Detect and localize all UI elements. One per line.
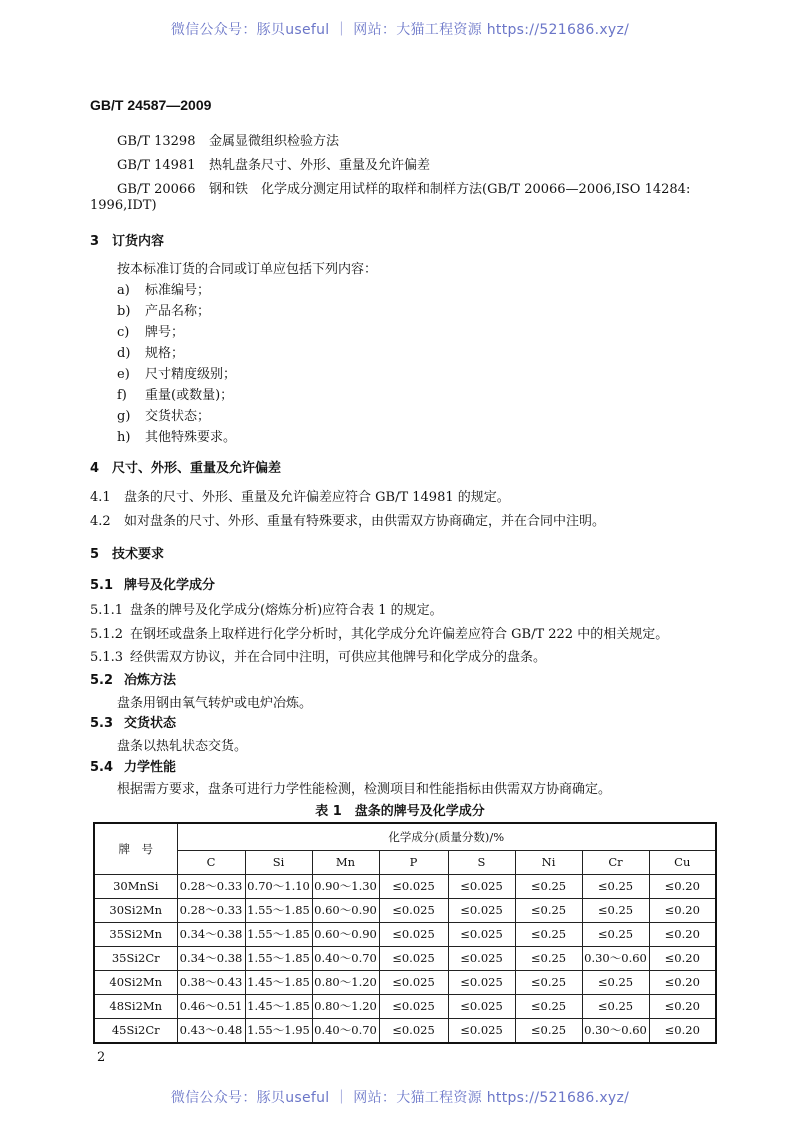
table-cell: 0.90～1.30 xyxy=(312,874,379,898)
reference-item xyxy=(117,134,339,150)
table-cell: ≤0.025 xyxy=(448,970,515,994)
table-row xyxy=(94,946,716,970)
clause-text: 盘条的尺寸、外形、重量及允许偏差应符合 GB/T 14981 的规定。 xyxy=(124,490,510,505)
reference-item xyxy=(117,182,690,198)
column-header: Si xyxy=(245,850,312,874)
grade-cell: 35Si2Mn xyxy=(94,922,177,946)
list-text: 尺寸精度级别； xyxy=(145,367,237,382)
list-item xyxy=(117,430,236,446)
list-marker: e) xyxy=(117,367,130,382)
table-cell: ≤0.025 xyxy=(448,874,515,898)
grade-cell: 35Si2Cr xyxy=(94,946,177,970)
list-item xyxy=(117,325,184,341)
paragraph: 根据需方要求，盘条可进行力学性能检测，检测项目和性能指标由供需双方协商确定。 xyxy=(117,782,612,797)
table-cell: ≤0.25 xyxy=(515,970,582,994)
paragraph: 按本标准订货的合同或订单应包括下列内容： xyxy=(117,262,378,277)
column-header: P xyxy=(379,850,448,874)
table-cell: ≤0.025 xyxy=(379,898,448,922)
table-cell: ≤0.20 xyxy=(649,994,716,1018)
table-cell: ≤0.20 xyxy=(649,874,716,898)
table-cell: ≤0.25 xyxy=(515,946,582,970)
table-cell: ≤0.20 xyxy=(649,946,716,970)
table-cell: 0.30～0.60 xyxy=(582,1018,649,1043)
table-cell: 1.55～1.95 xyxy=(245,1018,312,1043)
list-marker: f) xyxy=(117,388,127,403)
section-heading: 4 尺寸、外形、重量及允许偏差 xyxy=(90,461,282,476)
table-row xyxy=(94,898,716,922)
list-marker: h) xyxy=(117,430,131,445)
table-cell: 0.80～1.20 xyxy=(312,970,379,994)
grade-cell: 30Si2Mn xyxy=(94,898,177,922)
grade-cell: 40Si2Mn xyxy=(94,970,177,994)
list-text: 交货状态； xyxy=(145,409,211,424)
table-cell: ≤0.025 xyxy=(379,970,448,994)
list-text: 其他特殊要求。 xyxy=(145,430,237,445)
column-header: C xyxy=(177,850,245,874)
reference-continuation: 1996,IDT) xyxy=(90,198,157,213)
list-item xyxy=(117,367,236,383)
clause xyxy=(90,490,510,506)
subsection-heading xyxy=(90,760,176,776)
list-item xyxy=(117,304,210,320)
clause-title: 牌号及化学成分 xyxy=(124,578,216,593)
clause-number: 5.3 xyxy=(90,716,114,731)
paragraph: 盘条用钢由氧气转炉或电炉冶炼。 xyxy=(117,696,313,711)
list-text: 标准编号； xyxy=(145,283,211,298)
paragraph: 盘条以热轧状态交货。 xyxy=(117,739,248,754)
table-cell: ≤0.025 xyxy=(379,994,448,1018)
list-item xyxy=(117,388,233,404)
table-title: 表 1 盘条的牌号及化学成分 xyxy=(315,804,485,819)
column-header: S xyxy=(448,850,515,874)
list-marker: g) xyxy=(117,409,131,424)
table-row xyxy=(94,970,716,994)
table-cell: ≤0.025 xyxy=(448,898,515,922)
list-marker: b) xyxy=(117,304,131,319)
table-cell: 0.60～0.90 xyxy=(312,898,379,922)
chemical-composition-table xyxy=(93,822,717,1044)
table-row xyxy=(94,994,716,1018)
table-cell: 0.70～1.10 xyxy=(245,874,312,898)
table-cell: 1.55～1.85 xyxy=(245,922,312,946)
table-cell: ≤0.025 xyxy=(379,874,448,898)
list-text: 牌号； xyxy=(145,325,185,340)
table-row xyxy=(94,922,716,946)
clause-text: 如对盘条的尺寸、外形、重量有特殊要求，由供需双方协商确定，并在合同中注明。 xyxy=(124,514,606,529)
section-heading: 3 订货内容 xyxy=(90,234,165,249)
standard-code: GB/T 24587—2009 xyxy=(90,97,212,113)
list-marker: a) xyxy=(117,283,130,298)
clause-number: 5.2 xyxy=(90,673,114,688)
watermark-top: 微信公众号：豚贝useful ｜ 网站：大猫工程资源 https://521686.xyz/ xyxy=(170,22,630,38)
table-cell: 0.34～0.38 xyxy=(177,946,245,970)
reference-item xyxy=(117,158,430,174)
table-cell: ≤0.25 xyxy=(582,994,649,1018)
table-cell: 0.28～0.33 xyxy=(177,898,245,922)
table-cell: 0.34～0.38 xyxy=(177,922,245,946)
table-cell: 1.45～1.85 xyxy=(245,994,312,1018)
table-cell: ≤0.025 xyxy=(448,994,515,1018)
clause-text: 在钢坯或盘条上取样进行化学分析时，其化学成分允许偏差应符合 GB/T 222 中的相关规定。 xyxy=(130,627,669,642)
table-cell: ≤0.025 xyxy=(379,946,448,970)
table-cell: ≤0.25 xyxy=(582,922,649,946)
subsection-heading xyxy=(90,673,176,689)
clause-title: 力学性能 xyxy=(124,760,177,775)
reference-title: 钢和铁 化学成分测定用试样的取样和制样方法(GB/T 20066—2006,ISO 14284: xyxy=(209,182,691,197)
column-header: Cu xyxy=(649,850,716,874)
reference-code: GB/T 14981 xyxy=(117,158,196,173)
table-row xyxy=(94,874,716,898)
table-cell: ≤0.20 xyxy=(649,970,716,994)
table-cell: ≤0.25 xyxy=(515,898,582,922)
clause-title: 交货状态 xyxy=(124,716,177,731)
table-cell: ≤0.20 xyxy=(649,898,716,922)
list-marker: c) xyxy=(117,325,130,340)
clause-number: 5.1.3 xyxy=(90,650,124,665)
clause xyxy=(90,627,668,643)
table-cell: ≤0.025 xyxy=(448,1018,515,1043)
table-cell: 0.80～1.20 xyxy=(312,994,379,1018)
reference-title: 热轧盘条尺寸、外形、重量及允许偏差 xyxy=(209,158,431,173)
table-cell: 0.40～0.70 xyxy=(312,946,379,970)
watermark-bottom: 微信公众号：豚贝useful ｜ 网站：大猫工程资源 https://521686.xyz/ xyxy=(170,1090,630,1106)
table-cell: 1.55～1.85 xyxy=(245,946,312,970)
clause-number: 5.4 xyxy=(90,760,114,775)
list-text: 重量(或数量)； xyxy=(145,388,234,403)
clause xyxy=(90,514,605,530)
table-cell: ≤0.20 xyxy=(649,1018,716,1043)
clause-text: 经供需双方协议，并在合同中注明，可供应其他牌号和化学成分的盘条。 xyxy=(130,650,547,665)
table-cell: 0.43～0.48 xyxy=(177,1018,245,1043)
grade-cell: 48Si2Mn xyxy=(94,994,177,1018)
table-cell: ≤0.25 xyxy=(515,1018,582,1043)
page-number: 2 xyxy=(97,1050,106,1065)
table-cell: 1.55～1.85 xyxy=(245,898,312,922)
table-cell: ≤0.20 xyxy=(649,922,716,946)
table-cell: ≤0.25 xyxy=(515,994,582,1018)
reference-code: GB/T 20066 xyxy=(117,182,196,197)
grade-cell: 30MnSi xyxy=(94,874,177,898)
table-cell: ≤0.25 xyxy=(582,874,649,898)
clause-number: 4.2 xyxy=(90,514,111,529)
grade-cell: 45Si2Cr xyxy=(94,1018,177,1043)
table-cell: ≤0.025 xyxy=(379,1018,448,1043)
table-cell: ≤0.25 xyxy=(582,898,649,922)
table-cell: 0.30～0.60 xyxy=(582,946,649,970)
table-cell: ≤0.025 xyxy=(448,922,515,946)
reference-code: GB/T 13298 xyxy=(117,134,196,149)
table-cell: 1.45～1.85 xyxy=(245,970,312,994)
table-cell: ≤0.25 xyxy=(515,922,582,946)
column-header: Cr xyxy=(582,850,649,874)
list-text: 产品名称； xyxy=(145,304,211,319)
column-header: Ni xyxy=(515,850,582,874)
table-cell: ≤0.25 xyxy=(515,874,582,898)
clause-number: 5.1 xyxy=(90,578,114,593)
clause-number: 4.1 xyxy=(90,490,111,505)
clause-number: 5.1.1 xyxy=(90,603,124,618)
list-text: 规格； xyxy=(145,346,185,361)
clause xyxy=(90,603,443,619)
table-cell: 0.46～0.51 xyxy=(177,994,245,1018)
clause-title: 冶炼方法 xyxy=(124,673,177,688)
composition-header: 化学成分(质量分数)/% xyxy=(177,823,716,850)
subsection-heading xyxy=(90,716,176,732)
reference-title: 金属显微组织检验方法 xyxy=(209,134,340,149)
clause-text: 盘条的牌号及化学成分(熔炼分析)应符合表 1 的规定。 xyxy=(130,603,443,618)
list-item xyxy=(117,283,210,299)
section-heading: 5 技术要求 xyxy=(90,547,165,562)
table-cell: 0.38～0.43 xyxy=(177,970,245,994)
table-cell: 0.60～0.90 xyxy=(312,922,379,946)
subsection-heading xyxy=(90,578,215,594)
list-item xyxy=(117,346,184,362)
clause-number: 5.1.2 xyxy=(90,627,124,642)
table-cell: 0.28～0.33 xyxy=(177,874,245,898)
table-cell: ≤0.025 xyxy=(379,922,448,946)
grade-header: 牌 号 xyxy=(94,823,177,874)
clause xyxy=(90,650,546,666)
table-cell: 0.40～0.70 xyxy=(312,1018,379,1043)
column-header: Mn xyxy=(312,850,379,874)
list-marker: d) xyxy=(117,346,131,361)
list-item xyxy=(117,409,210,425)
table-cell: ≤0.025 xyxy=(448,946,515,970)
table-cell: ≤0.25 xyxy=(582,970,649,994)
table-row xyxy=(94,1018,716,1043)
